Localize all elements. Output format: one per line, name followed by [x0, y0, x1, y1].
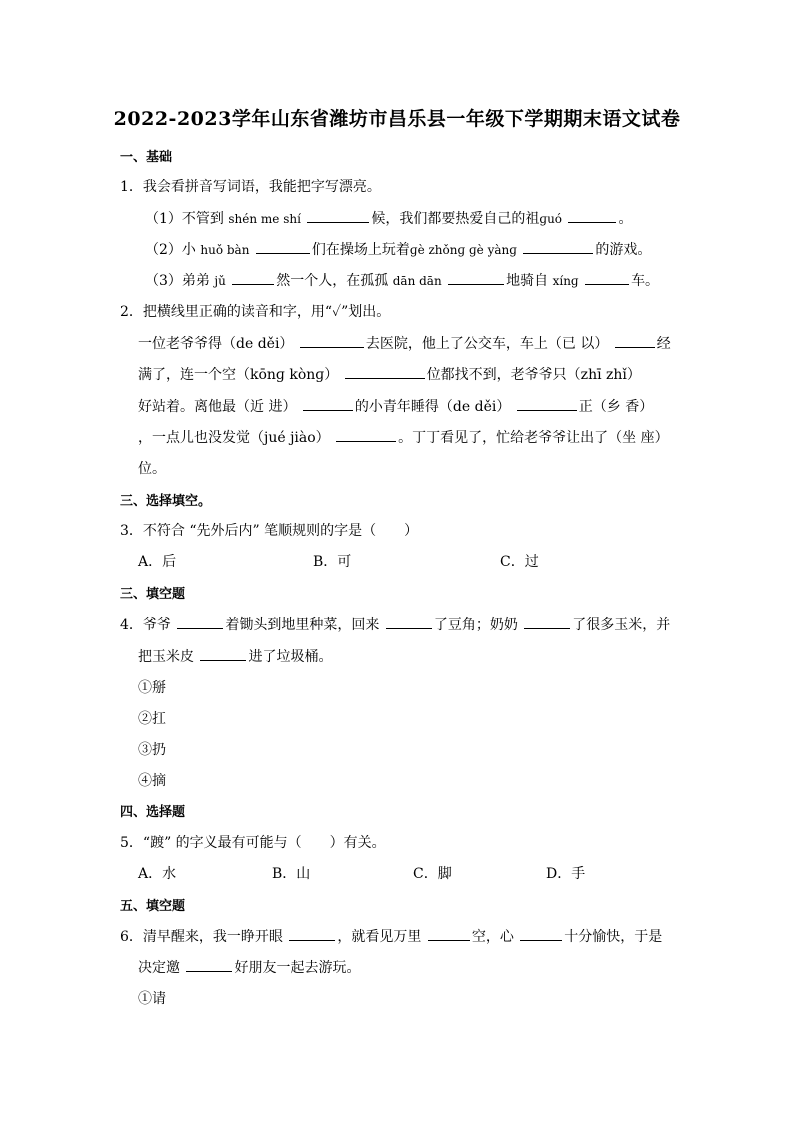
text: 。	[618, 211, 633, 227]
word-option-1[interactable]: ①请	[138, 991, 166, 1007]
answer-blank[interactable]	[448, 272, 504, 285]
answer-blank[interactable]	[523, 241, 593, 254]
word-option-3[interactable]: ③扔	[138, 742, 166, 758]
text: 去医院，他上了公交车，车上（已 以）	[365, 336, 609, 352]
text: 的游戏。	[595, 242, 652, 258]
section-heading-fill-blank-2: 五、填空题	[120, 899, 186, 914]
pinyin: ɡè zhǒnɡ ɡè yànɡ	[409, 243, 517, 257]
text: 们在操场上玩着	[311, 242, 410, 258]
text: 然一个人，在孤孤	[276, 273, 389, 289]
section-heading-fill-blank: 三、填空题	[120, 587, 186, 602]
pinyin: jǔ	[214, 274, 226, 288]
text: 了豆角；奶奶	[433, 617, 518, 633]
pinyin: huǒ bàn	[200, 243, 250, 257]
answer-blank[interactable]	[585, 272, 629, 285]
answer-blank[interactable]	[517, 398, 577, 411]
question-4-line-2	[138, 646, 332, 666]
text: 了很多玉米，并	[572, 617, 671, 633]
answer-blank[interactable]	[177, 616, 223, 629]
question-1-item-3	[145, 270, 659, 290]
answer-blank[interactable]	[428, 928, 470, 941]
text: 决定邀	[138, 960, 180, 976]
question-2-line-5: 位。	[138, 461, 166, 477]
exam-title: 2022-2023学年山东省潍坊市昌乐县一年级下学期期末语文试卷	[113, 108, 681, 130]
question-5-stem: 5．“踱” 的字义最有可能与（ ）有关。	[120, 835, 386, 851]
text: 满了，连一个空（kōnɡ kònɡ）	[138, 367, 339, 383]
question-3-stem: 3．不符合 “先外后内” 笔顺规则的字是（ ）	[120, 523, 419, 539]
option-b[interactable]: B．山	[272, 866, 311, 882]
answer-blank[interactable]	[300, 335, 364, 348]
answer-blank[interactable]	[232, 272, 274, 285]
answer-blank[interactable]	[386, 616, 432, 629]
text: 6．清早醒来，我一睁开眼	[120, 929, 283, 945]
answer-blank[interactable]	[524, 616, 570, 629]
option-d[interactable]: D．手	[546, 866, 586, 882]
option-a[interactable]: A．后	[138, 554, 177, 570]
answer-blank[interactable]	[615, 335, 655, 348]
text: 正（乡 香）	[578, 399, 654, 415]
question-1-item-2	[145, 239, 651, 259]
text: （1）不管到	[145, 211, 224, 227]
word-option-1[interactable]: ①掰	[138, 680, 166, 696]
pinyin: shén me shí	[228, 212, 301, 226]
answer-blank[interactable]	[307, 210, 369, 223]
answer-blank[interactable]	[256, 241, 310, 254]
text: （2）小	[145, 242, 196, 258]
text: 十分愉快，于是	[564, 929, 663, 945]
text: 好朋友一起去游玩。	[234, 960, 361, 976]
answer-blank[interactable]	[520, 928, 562, 941]
section-heading-multiple-choice: 四、选择题	[120, 805, 186, 820]
answer-blank[interactable]	[568, 210, 616, 223]
text: 。丁丁看见了，忙给老爷爷让出了（坐 座）	[398, 430, 669, 446]
option-a[interactable]: A．水	[138, 866, 177, 882]
text: 4．爷爷	[120, 617, 171, 633]
option-b[interactable]: B．可	[313, 554, 352, 570]
question-2-line-3	[138, 396, 653, 416]
question-6-line-1	[120, 926, 662, 946]
question-1-item-1	[145, 208, 632, 228]
answer-blank[interactable]	[289, 928, 335, 941]
text: 一位老爷爷得（de děi）	[138, 336, 294, 352]
text: 经	[656, 336, 671, 352]
text: 位都找不到，老爷爷只（zhī zhǐ）	[426, 367, 641, 383]
question-2-line-1	[138, 333, 671, 353]
text: 车。	[631, 273, 660, 289]
pinyin: dān dān	[392, 274, 442, 288]
text: ，就看见万里	[337, 929, 422, 945]
text: （3）弟弟	[145, 273, 210, 289]
answer-blank[interactable]	[200, 648, 246, 661]
text: 着锄头到地里种菜，回来	[225, 617, 380, 633]
section-heading-basics: 一、基础	[120, 150, 173, 165]
question-2-stem: 2．把横线里正确的读音和字，用“✓”划出。	[120, 304, 391, 320]
option-c[interactable]: C．脚	[413, 866, 452, 882]
pinyin: ɡuó	[539, 212, 563, 226]
question-2-line-4	[138, 427, 669, 447]
answer-blank[interactable]	[345, 366, 425, 379]
text: 的小青年睡得（de děi）	[354, 399, 511, 415]
question-4-line-1	[120, 614, 670, 634]
word-option-4[interactable]: ④摘	[138, 773, 166, 789]
text: 候，我们都要热爱自己的祖	[371, 211, 540, 227]
text: ，一点儿也没发觉（jué jiào）	[138, 430, 330, 446]
word-option-2[interactable]: ②扛	[138, 711, 166, 727]
answer-blank[interactable]	[186, 959, 232, 972]
answer-blank[interactable]	[303, 398, 353, 411]
pinyin: xínɡ	[552, 274, 579, 288]
answer-blank[interactable]	[336, 429, 396, 442]
section-heading-choice-fill: 三、选择填空。	[120, 494, 212, 509]
question-6-line-2	[138, 957, 360, 977]
question-2-line-2	[138, 364, 641, 384]
text: 好站着。离他最（近 进）	[138, 399, 297, 415]
text: 进了垃圾桶。	[248, 649, 333, 665]
text: 地骑自	[506, 273, 549, 289]
text: 把玉米皮	[138, 649, 194, 665]
option-c[interactable]: C．过	[500, 554, 539, 570]
text: 空，心	[471, 929, 514, 945]
question-1-stem: 1．我会看拼音写词语，我能把字写漂亮。	[120, 179, 381, 195]
